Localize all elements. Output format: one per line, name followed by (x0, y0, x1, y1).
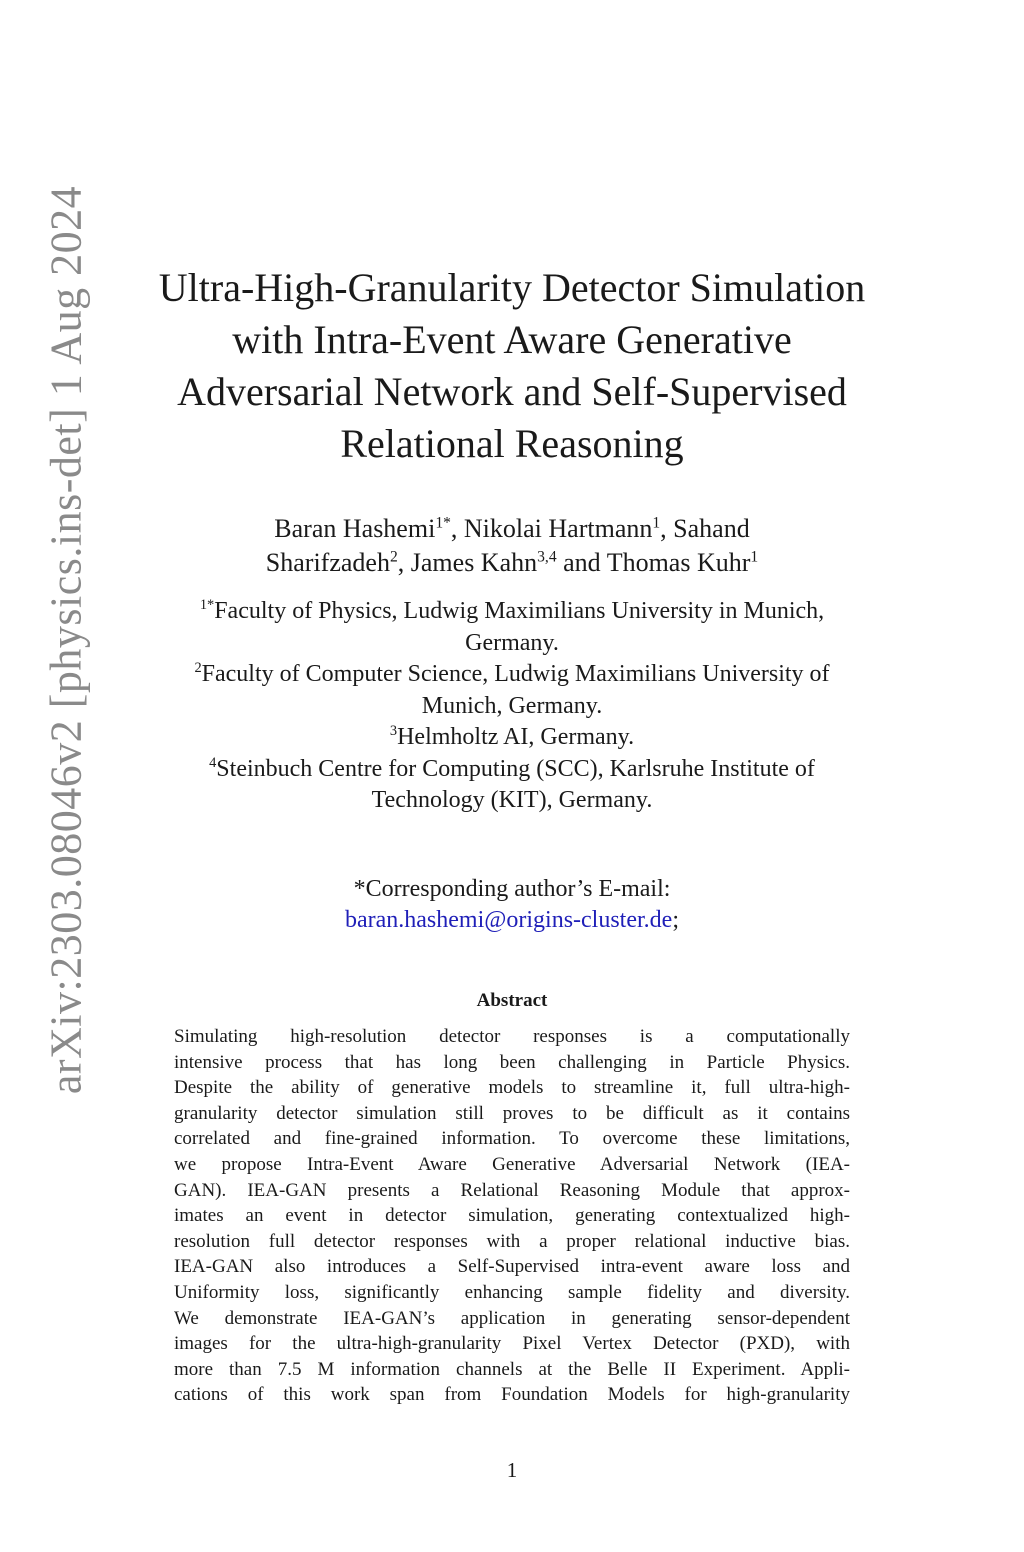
author-superscript: 1* (435, 514, 451, 532)
arxiv-identifier: arXiv:2303.08046v2 [physics.ins-det] 1 Aug 2024 (41, 185, 91, 1095)
affiliation-text: Faculty of Physics, Ludwig Maximilians University in Munich, (214, 598, 825, 624)
abstract-line: cations of this work span from Foundation Models for high-granularity (174, 1384, 850, 1406)
affiliation-line (140, 659, 884, 691)
abstract-heading: Abstract (476, 990, 548, 1011)
abstract-line: more than 7.5 M information channels at the Belle II Experiment. Appli- (174, 1358, 850, 1380)
affiliation-line (140, 722, 884, 754)
author-name: , James Kahn (397, 548, 538, 577)
affiliation-superscript: 1* (199, 597, 215, 613)
author-name: Baran Hashemi (274, 514, 436, 543)
affiliation-line: Germany. (465, 629, 559, 656)
affiliation-text: Faculty of Computer Science, Ludwig Maximilians University of (201, 661, 830, 687)
abstract-line: intensive process that has long been challenging in Particle Physics. (174, 1051, 850, 1073)
abstract-line: Uniformity loss, significantly enhancing sample fidelity and diversity. (174, 1281, 850, 1303)
author-superscript: 2 (389, 548, 398, 566)
paper-title (130, 262, 894, 470)
author-name: Sharifzadeh (265, 548, 390, 577)
affiliation-superscript: 3 (389, 723, 398, 739)
arxiv-sidebar (36, 150, 96, 1130)
abstract-line: resolution full detector responses with a proper relational inductive bias. (174, 1230, 850, 1252)
corresponding-author (200, 874, 824, 936)
affiliations (140, 596, 884, 817)
author-list (150, 512, 874, 580)
corresponding-email-line (200, 905, 824, 936)
abstract-line: Simulating high-resolution detector responses is a computationally (174, 1026, 850, 1047)
affiliation-superscript: 4 (209, 754, 217, 771)
affiliation-line (140, 754, 884, 786)
abstract-body (174, 1024, 850, 1408)
abstract-line: We demonstrate IEA-GAN’s application in generating sensor-dependent (174, 1307, 850, 1329)
title-line: with Intra-Event Aware Generative (232, 317, 792, 362)
title-line: Adversarial Network and Self-Supervised (177, 369, 847, 414)
affiliation-text: Steinbuch Centre for Computing (SCC), Karlsruhe Institute of (216, 755, 815, 782)
abstract-line: granularity detector simulation still proves to be difficult as it contains (174, 1102, 850, 1124)
email-suffix: ; (672, 907, 679, 933)
corresponding-label: *Corresponding author’s E-mail: (353, 876, 671, 902)
email-link[interactable]: baran.hashemi@origins-cluster.de (344, 907, 673, 933)
title-line: Relational Reasoning (340, 421, 684, 466)
author-name: , Sahand (660, 514, 750, 543)
affiliation-line: Munich, Germany. (421, 692, 603, 719)
abstract-line: we propose Intra-Event Aware Generative Adversarial Network (IEA- (174, 1153, 850, 1175)
author-superscript: 1 (652, 514, 661, 532)
affiliation-line (140, 596, 884, 628)
affiliation-superscript: 2 (194, 660, 202, 676)
abstract-line: IEA-GAN also introduces a Self-Supervised intra-event aware loss and (174, 1256, 850, 1278)
affiliation-text: Helmholtz AI, Germany. (397, 724, 635, 750)
abstract-line: images for the ultra-high-granularity Pixel Vertex Detector (PXD), with (174, 1333, 850, 1355)
abstract-line: Despite the ability of generative models to streamline it, full ultra-high- (174, 1077, 850, 1099)
abstract-line: GAN). IEA-GAN presents a Relational Reasoning Module that approx- (174, 1179, 850, 1201)
author-name: and Thomas Kuhr (556, 548, 751, 577)
author-name: , Nikolai Hartmann (450, 514, 653, 543)
abstract-line: correlated and fine-grained information. To overcome these limitations, (174, 1128, 850, 1150)
author-line (150, 546, 874, 580)
author-superscript: 3,4 (537, 548, 557, 566)
abstract-line: imates an event in detector simulation, generating contextualized high- (174, 1205, 850, 1227)
affiliation-line: Technology (KIT), Germany. (371, 787, 653, 813)
page-number: 1 (506, 1458, 518, 1482)
author-line (150, 512, 874, 546)
author-superscript: 1 (750, 548, 759, 566)
title-line: Ultra-High-Granularity Detector Simulation (158, 265, 866, 310)
